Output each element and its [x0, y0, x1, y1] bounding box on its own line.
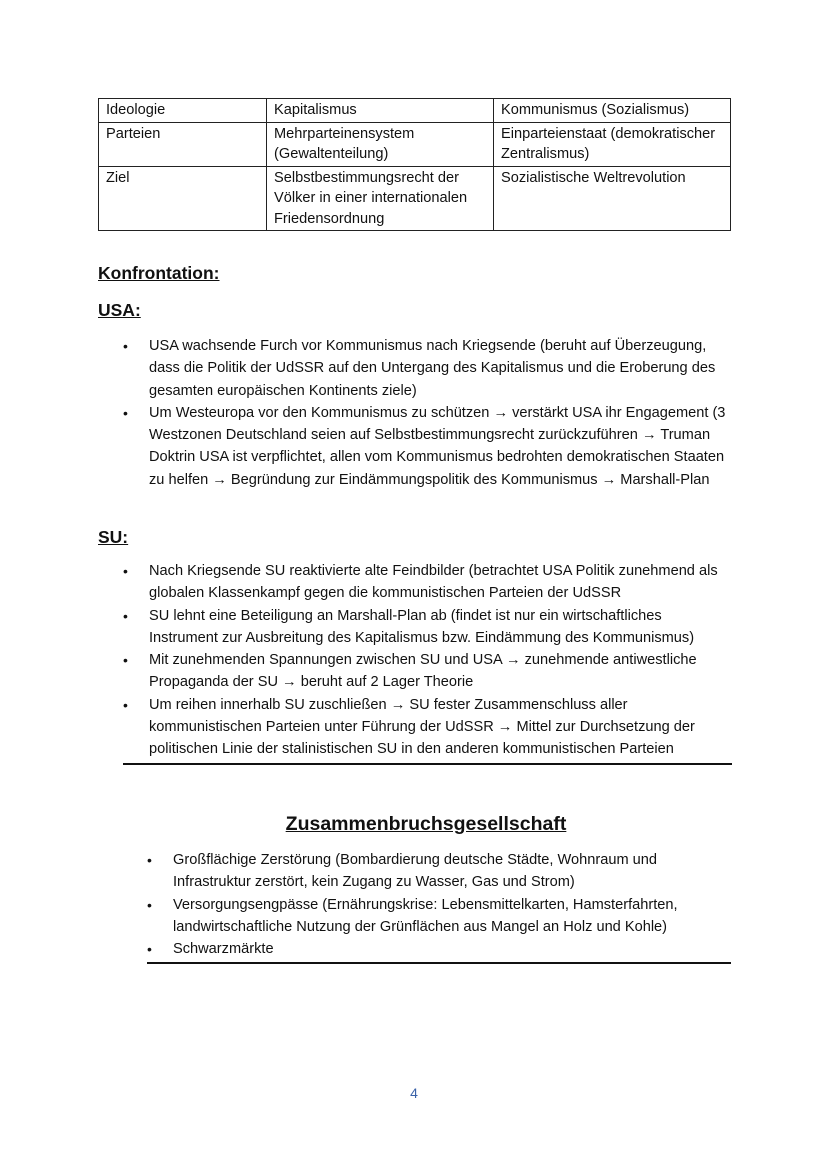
section-title-zusammenbruchsgesellschaft: Zusammenbruchsgesellschaft	[285, 813, 567, 835]
zusammenbruch-bullet-list	[147, 849, 733, 960]
section-heading-konfrontation: Konfrontation:	[98, 263, 220, 283]
table-cell: Kommunismus (Sozialismus)	[494, 99, 731, 123]
bullet-icon: •	[123, 338, 128, 354]
list-item	[123, 402, 734, 491]
section-heading-usa: USA:	[98, 300, 141, 320]
bullet-icon: •	[147, 852, 152, 868]
su-bullet-list	[123, 560, 734, 761]
table-cell: Einparteienstaat (demokratischer Zentralismus)	[494, 122, 731, 166]
bullet-icon: •	[123, 563, 128, 579]
bullet-icon: •	[147, 896, 152, 913]
ideology-comparison-table	[98, 98, 731, 231]
list-item-text: Um reihen innerhalb SU zuschließen → SU fester Zusammenschluss aller kommunistischen Parteien unter Führung der UdSSR → Mittel zur Durchsetzung der politischen Linie der stalinistischen SU in den anderen kommunistischen Parteien	[149, 696, 695, 758]
table-row	[99, 122, 731, 166]
bullet-icon: •	[123, 696, 128, 713]
list-item-text: Schwarzmärkte	[173, 941, 274, 958]
table-cell: Ideologie	[99, 99, 267, 123]
usa-bullet-list	[123, 335, 734, 491]
page-number: 4	[410, 1085, 418, 1101]
table-cell: Parteien	[99, 122, 267, 166]
list-item-text: USA wachsende Furch vor Kommunismus nach Kriegsende (beruht auf Überzeugung, dass die Politik der UdSSR auf den Untergang des Kapitalismus und die Eroberung des gesamten europäischen Kontinents ziele)	[149, 338, 716, 399]
list-item-text: Nach Kriegsende SU reaktivierte alte Feindbilder (betrachtet USA Politik zunehmend als globalen Klassenkampf gegen die kommunistischen Parteien der UdSSR	[149, 563, 718, 602]
list-item	[147, 849, 733, 894]
list-item-text: Mit zunehmenden Spannungen zwischen SU und USA → zunehmende antiwestliche Propaganda der SU → beruht auf 2 Lager Theorie	[149, 652, 697, 691]
table-cell: Mehrparteinensystem (Gewaltenteilung)	[267, 122, 494, 166]
table-row	[99, 166, 731, 231]
list-item	[147, 894, 733, 939]
list-item-text: Versorgungsengpässe (Ernährungskrise: Lebensmittelkarten, Hamsterfahrten, landwirtschaftliche Nutzung der Grünflächen aus Mangel an Holz und Kohle)	[173, 896, 678, 935]
table-cell: Ziel	[99, 166, 267, 231]
bullet-icon: •	[147, 941, 152, 958]
list-item	[123, 694, 734, 761]
section-divider	[123, 763, 732, 765]
table-row	[99, 99, 731, 123]
list-item	[123, 605, 734, 650]
table-cell: Kapitalismus	[267, 99, 494, 123]
bullet-icon: •	[123, 652, 128, 669]
list-item	[147, 938, 733, 960]
section-heading-su: SU:	[98, 527, 129, 547]
list-item	[123, 649, 734, 694]
table-cell: Sozialistische Weltrevolution	[494, 166, 731, 231]
table-cell: Selbstbestimmungsrecht der Völker in einer internationalen Friedensordnung	[267, 166, 494, 231]
bullet-icon: •	[123, 404, 128, 421]
section-divider	[147, 962, 731, 964]
list-item	[123, 560, 734, 605]
list-item	[123, 335, 734, 402]
list-item-text: Um Westeuropa vor den Kommunismus zu schützen → verstärkt USA ihr Engagement (3 Westzonen Deutschland seien auf Selbstbestimmungsrecht zurückzuführen → Truman Doktrin USA ist verpflichtet, allen vom Kommunismus bedrohten demokratischen Staaten zu helfen → Begründung zur Eindämmungspolitik des Kommunismus → Marshall-Plan	[149, 404, 726, 488]
list-item-text: Großflächige Zerstörung (Bombardierung deutsche Städte, Wohnraum und Infrastruktur zerstört, kein Zugang zu Wasser, Gas und Strom)	[173, 852, 658, 891]
list-item-text: SU lehnt eine Beteiligung an Marshall-Plan ab (findet ist nur ein wirtschaftliches Instrument zur Ausbreitung des Kapitalismus bzw. Eindämmung des Kommunismus)	[149, 607, 695, 646]
bullet-icon: •	[123, 607, 128, 624]
